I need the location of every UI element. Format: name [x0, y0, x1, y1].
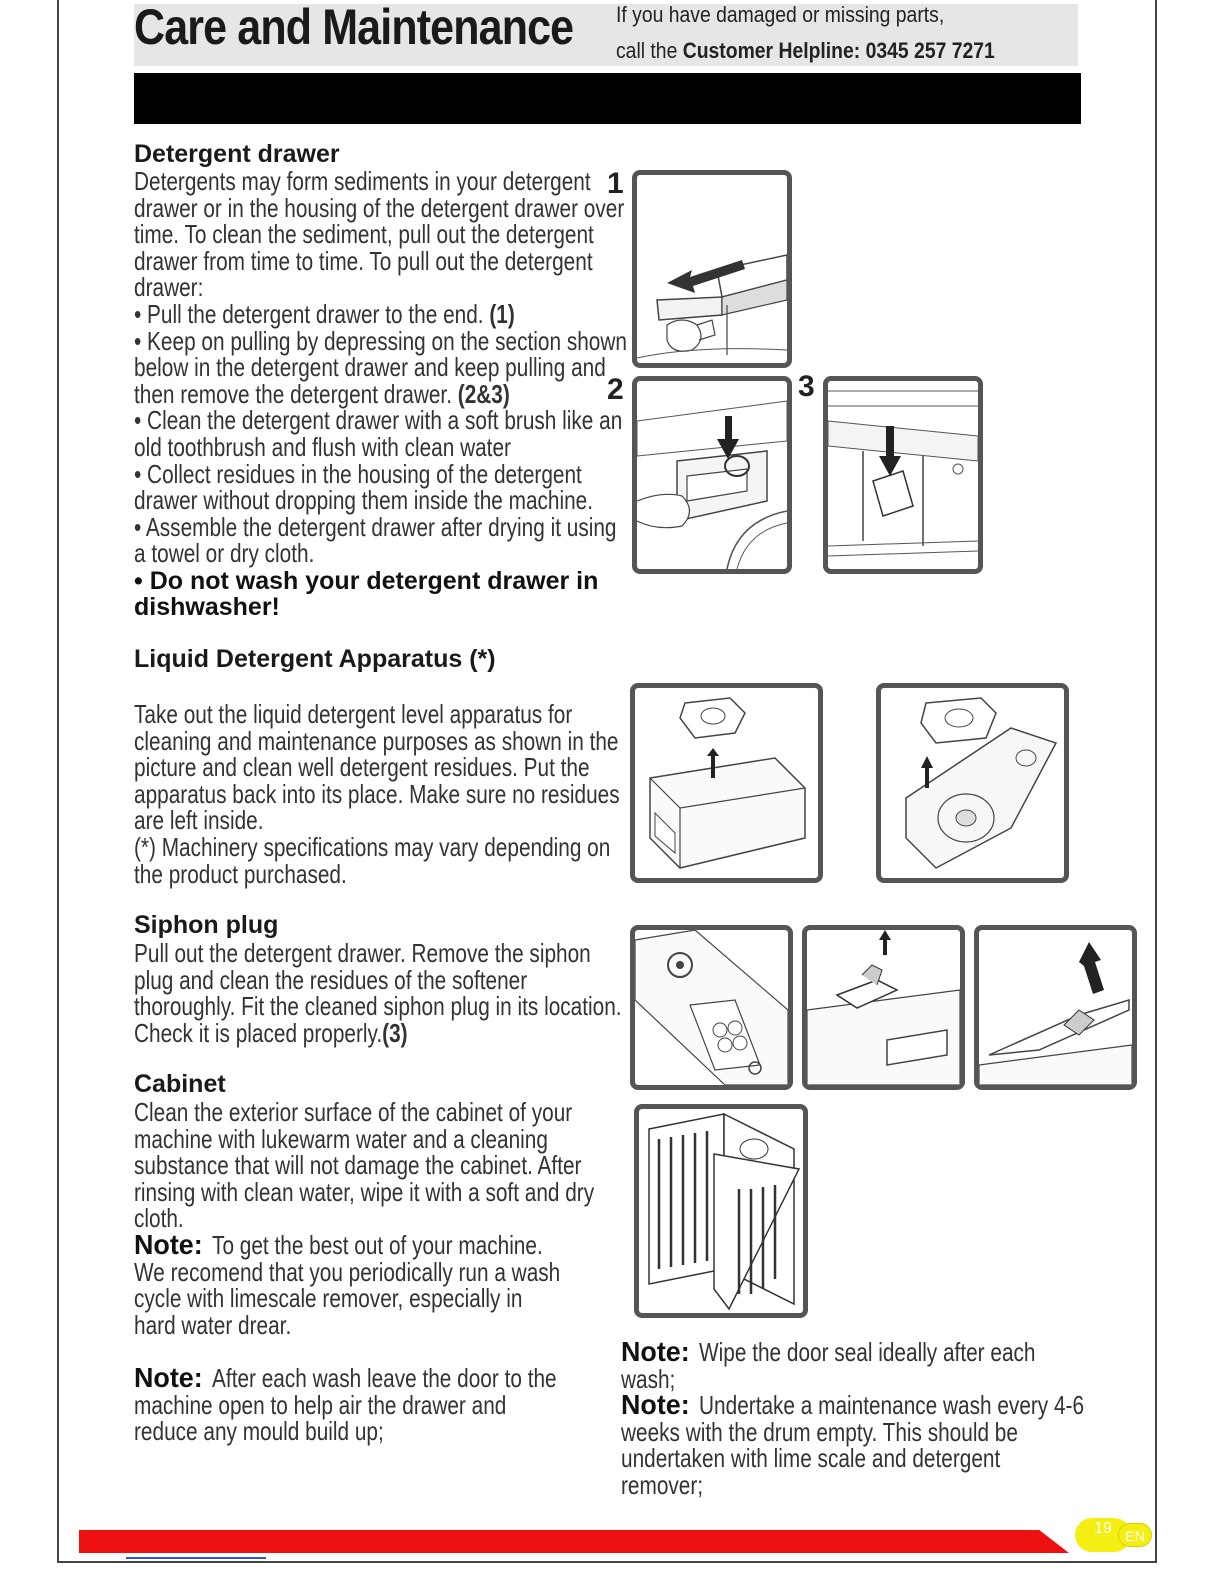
- page-number-badge: 19: [1075, 1518, 1131, 1552]
- note-maintenance-wash: Note: Undertake a maintenance wash every 4-6 weeks with the drum empty. This should be undertaken with lime scale and detergent remover;: [621, 1389, 1085, 1500]
- footer-red-bar: [79, 1530, 1069, 1553]
- cabinet-illustration: [639, 1109, 803, 1313]
- figure-siphon-location: [630, 925, 793, 1090]
- siphon-text: Pull out the detergent drawer. Remove the siphon plug and clean the residues of the softener thoroughly. Fit the cleaned siphon plug in its location. Check it is placed properly.(3): [134, 938, 622, 1048]
- liquid-detail-illustration: [881, 688, 1064, 878]
- liquid-heading: Liquid Detergent Apparatus (*): [134, 645, 496, 673]
- footer-blue-line: [126, 1557, 266, 1559]
- figure-drawer-pull: [632, 170, 792, 368]
- helpline-number: Customer Helpline: 0345 257 7271: [682, 38, 995, 63]
- note-door-seal: Note: Wipe the door seal ideally after each wash;: [621, 1336, 1036, 1394]
- note-limescale: Note: To get the best out of your machine. We recomend that you periodically run a wash cycle with limescale remover, especially in hard water drear.: [134, 1229, 561, 1340]
- cabinet-heading: Cabinet: [134, 1070, 226, 1098]
- figure-drawer-depress: [632, 376, 792, 574]
- figure-liquid-apparatus-detail: [876, 683, 1069, 883]
- figure-number-3: 3: [798, 370, 815, 403]
- siphon-lift-illustration: [807, 930, 960, 1085]
- detergent-text: Detergents may form sediments in your detergent drawer or in the housing of the detergent drawer over time. To clean the sediment, pull out the detergent drawer from time to time. To pull out the detergent drawer: • Pull the detergent drawer to the end. (1) • Keep on pulling by depressing on the section shown below in the detergent drawer and keep pulling and then remove the detergent drawer. (2&3) • Clean the detergent drawer with a soft brush like an old toothbrush and flush with clean water • Collect residues in the housing of the detergent drawer without dropping them inside the machine. • Assemble the detergent drawer after drying it using a towel or dry cloth.: [134, 166, 627, 569]
- liquid-text: Take out the liquid detergent level apparatus for cleaning and maintenance purposes as shown in the picture and clean well detergent residues. Put the apparatus back into its place. Make sure no residues are left inside. (*) Machinery specifications may vary depending on the product purchased.: [134, 699, 620, 889]
- helpline-text-1: If you have damaged or missing parts,: [616, 2, 945, 27]
- figure-cabinet: [634, 1104, 808, 1318]
- page-title: Care and Maintenance: [134, 0, 574, 55]
- siphon-heading: Siphon plug: [134, 911, 279, 939]
- drawer-remove-illustration: [828, 381, 978, 569]
- language-badge: EN: [1118, 1523, 1152, 1547]
- dishwasher-warning: • Do not wash your detergent drawer in dishwasher!: [134, 567, 599, 621]
- siphon-location-illustration: [635, 930, 788, 1085]
- figure-drawer-remove: [823, 376, 983, 574]
- note-door-open: Note: After each wash leave the door to the machine open to help air the drawer and reduce any mould build up;: [134, 1362, 557, 1447]
- header-black-bar: [134, 73, 1081, 124]
- figure-number-1: 1: [607, 167, 624, 200]
- figure-liquid-apparatus-drawer: [630, 683, 823, 883]
- drawer-depress-illustration: [637, 381, 787, 569]
- figure-number-2: 2: [607, 373, 624, 406]
- cabinet-text: Clean the exterior surface of the cabinet of your machine with lukewarm water and a cleaning substance that will not damage the cabinet. After rinsing with clean water, wipe it with a soft and dry cloth.: [134, 1097, 595, 1234]
- helpline-text-2: call the Customer Helpline: 0345 257 7271: [616, 38, 995, 63]
- figure-siphon-remove: [974, 925, 1137, 1090]
- liquid-drawer-illustration: [635, 688, 818, 878]
- siphon-remove-illustration: [979, 930, 1132, 1085]
- figure-siphon-lift: [802, 925, 965, 1090]
- drawer-pull-illustration: [637, 175, 787, 363]
- detergent-heading: Detergent drawer: [134, 140, 340, 168]
